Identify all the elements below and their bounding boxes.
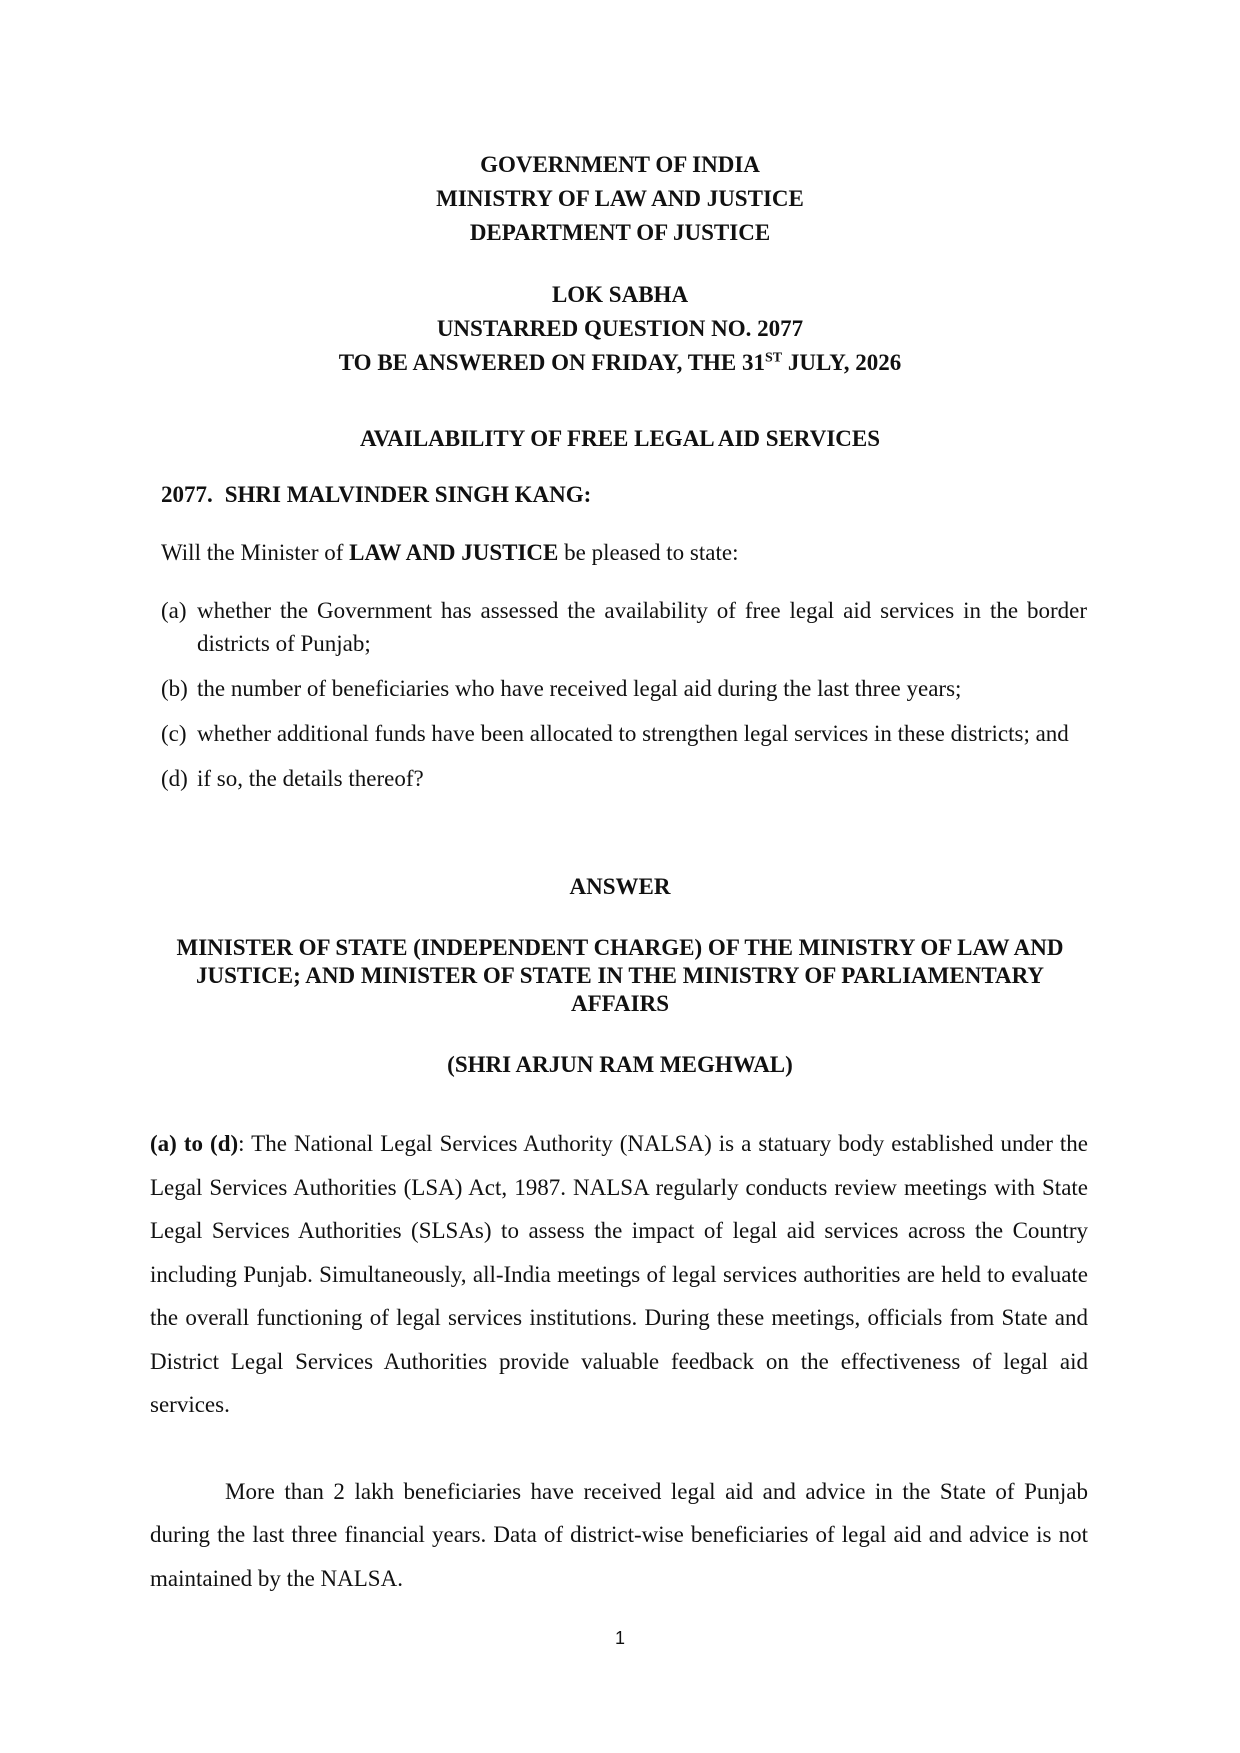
asker-line: [161, 478, 591, 512]
answer-date-ordinal: ST: [765, 350, 783, 366]
answer-date: [0, 346, 1240, 380]
question-text: if so, the details thereof?: [197, 766, 424, 791]
question-item: [161, 762, 1087, 795]
answer-paragraph-1: [150, 1122, 1088, 1427]
will-prefix: Will the Minister of: [161, 540, 350, 565]
question-text: whether the Government has assessed the availability of free legal aid services in the border districts of Punjab;: [197, 598, 1087, 656]
question-item: [161, 717, 1087, 750]
page-number: 1: [614, 1628, 625, 1648]
question-label: (d): [161, 766, 188, 791]
house-name: LOK SABHA: [551, 282, 689, 307]
asker-question-number: 2077.: [161, 482, 213, 507]
answer-date-prefix: TO BE ANSWERED ON FRIDAY, THE 31: [338, 350, 766, 375]
question-label: (a): [161, 598, 187, 623]
minister-designation: MINISTER OF STATE (INDEPENDENT CHARGE) OF THE MINISTRY OF LAW AND JUSTICE; AND MINISTER OF STATE IN THE MINISTRY OF PARLIAMENTARY AFFAIRS: [176, 935, 1064, 1016]
department-title: DEPARTMENT OF JUSTICE: [469, 220, 771, 245]
answer-body: [150, 1122, 1088, 1600]
document-header: [0, 148, 1240, 250]
will-line: [161, 536, 738, 570]
government-title: GOVERNMENT OF INDIA: [480, 152, 760, 177]
question-list: [161, 594, 1087, 807]
ministry-title: MINISTRY OF LAW AND JUSTICE: [436, 186, 804, 211]
question-number: UNSTARRED QUESTION NO. 2077: [436, 316, 804, 341]
answer-label: (a) to (d): [150, 1131, 239, 1156]
question-item: [161, 672, 1087, 705]
answer-text-1: : The National Legal Services Authority (NALSA) is a statuary body established under the Legal Services Authorities (LSA) Act, 1987. NALSA regularly conducts review meetings with State Legal Services Authorities (SLSAs) to assess the impact of legal aid services across the Country including Punjab. Simultaneously, all-India meetings of legal services authorities are held to evaluate the overall functioning of legal services institutions. During these meetings, officials from State and District Legal Services Authorities provide valuable feedback on the effectiveness of legal aid services.: [150, 1131, 1088, 1417]
question-header: [0, 278, 1240, 380]
will-suffix: be pleased to state:: [558, 540, 739, 565]
question-subject: AVAILABILITY OF FREE LEGAL AID SERVICES: [359, 426, 881, 451]
question-text: the number of beneficiaries who have received legal aid during the last three years;: [197, 676, 962, 701]
asker-name: SHRI MALVINDER SINGH KANG:: [224, 482, 592, 507]
question-label: (b): [161, 676, 188, 701]
answer-paragraph-2: More than 2 lakh beneficiaries have received legal aid and advice in the State of Punjab during the last three financial years. Data of district-wise beneficiaries of legal aid and advice is not maintained by the NALSA.: [150, 1478, 1088, 1591]
will-ministry: LAW AND JUSTICE: [349, 540, 559, 565]
answer-date-suffix: JULY, 2026: [782, 350, 902, 375]
question-text: whether additional funds have been allocated to strengthen legal services in these districts; and: [197, 721, 1069, 746]
question-label: (c): [161, 721, 187, 746]
answer-heading: ANSWER: [569, 874, 671, 899]
question-item: [161, 594, 1087, 660]
minister-name: (SHRI ARJUN RAM MEGHWAL): [447, 1052, 793, 1077]
